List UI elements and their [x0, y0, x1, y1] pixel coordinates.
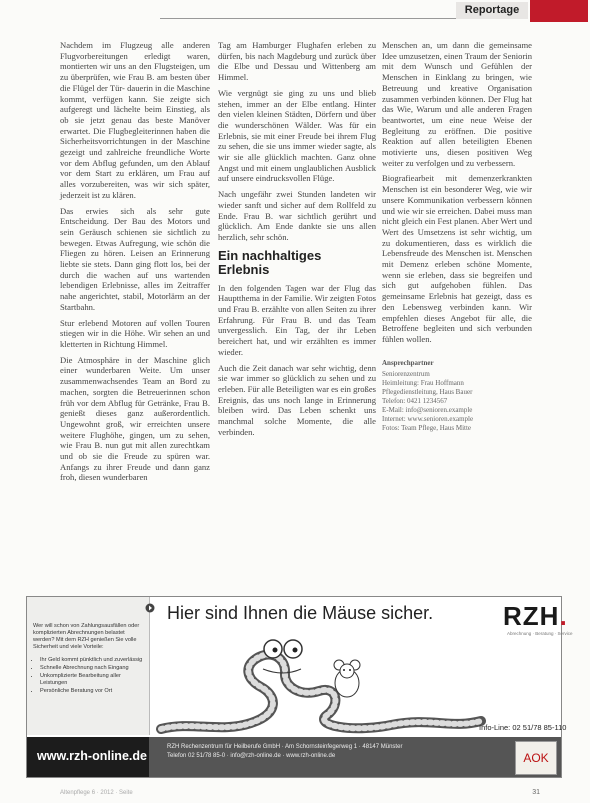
contact-line: RZH Rechenzentrum für Heilberufe GmbH · Am Schornsteinfegerweg 1 · 48147 Münster [167, 744, 403, 750]
infobox-line: Pflegedienstleitung, Haus Bauer [382, 387, 473, 396]
infobox-line: Fotos: Team Pflege, Haus Mitte [382, 423, 472, 432]
paragraph: Wie vergnügt sie ging zu uns und blieb stehen, immer an der Elbe entlang. Hinter den vielen kleinen Städten, Dörfern und über die wunderschönen Wälder. Was für ein Erlebnis, sie mit einer Freude bei ihrem Flug zu sehen, die sie uns immer wieder sagte, als wir sie alle glücklich machten. Ganz ohne Angst und mit einem unglaublichen Ausblick auf unsere eindrucksvollen Flüge. [218, 87, 376, 184]
ad-contact-info [167, 743, 492, 761]
info-line: Info-Line: 02 51/78 85-110 [479, 723, 567, 732]
page-header [0, 0, 590, 22]
paragraph: Biografiearbeit mit demenzerkrankten Menschen ist ein besonderer Weg, wie wir unsere Kommunikation verbessern können und wie wir sie erreichen. Dabei muss man nicht gleich ein Fest planen. Aber Wert und Wert des Umsetzens ist sehr wichtig, um zu dokumentieren, dass es wirklich die Lebensfreude des Menschen ist. Menschen mit Demenz erleben schöne Momente, wenn sie erleben, dass sie begreifen und sich gut aufgehoben fühlen. Das gemeinsame Erlebnis hat gezeigt, dass es den Lebensweg verbinden kann. Wir empfehlen dieses Angebot für alle, die Betroffene begleiten und sich verbunden fühlen wollen. [382, 173, 532, 344]
page-number: 31 [532, 789, 540, 796]
contact-line: Telefon 02 51/78 85-0 · info@rzh-online.de · www.rzh-online.de [167, 753, 336, 759]
logo-dot: . [559, 601, 568, 631]
article-column-1 [60, 40, 210, 570]
website-link[interactable]: www.rzh-online.de [37, 749, 147, 763]
article-column-2 [218, 40, 376, 570]
paragraph: Menschen an, um dann die gemeinsame Idee umzusetzen, einen Traum der Seniorin mit dem Wunsch und Gefühlen der Menschen in Einklang zu bringen, wie Betreuung und kreative Organisation zusammen verbinden können. Der Flug hat das Wie, Warum und alle anderen Fragen beantwortet, um eine neue Weise der Begleitung zu eröffnen. Die positive Reaktion auf allen beteiligten Ebenen motivierte uns, diesen positiven Weg weiter zu verfolgen und zu verbessern. [382, 40, 532, 168]
infobox-line: Seniorenzentrum [382, 369, 430, 378]
paragraph: Stur erlebend Motoren auf vollen Touren stiegen wir in die Höhe. Wir sehen an und kletterten in Richtung Himmel. [60, 317, 210, 349]
paragraph: Tag am Hamburger Flughafen erleben zu dürfen, bis nach Magdeburg und zurück über die Elbe und Dessau und Wittenberg am Himmel. [218, 40, 376, 83]
paragraph: Die Atmosphäre in der Maschine glich einer wunderbaren Weite. Um unser zusammenwachsendes Team an Bord zu machen, sorgten die Betreuerinnen schon früh vor dem Abflug für Getränke, Frau B. genießt dieses ganz außerordentlich. Ungewohnt groß, wir erreichten unsere weitere Flughöhe, gingen, um zu sehen, wie Frau B. nun gut mit allen zurechtkam und ob sie die Freude zu spüren war. Anfangs zu ihrer Freude und dann ganz froh, diesen wunderbaren [60, 354, 210, 483]
ad-benefit-list [33, 657, 145, 695]
ad-benefit-item: • Schnelle Abrechnung nach Eingang [40, 665, 145, 672]
infobox-line: Internet: www.senioren.example [382, 414, 474, 423]
play-arrow-icon [145, 603, 155, 613]
ad-benefits-panel [27, 597, 150, 735]
infobox-title: Ansprechpartner [382, 358, 434, 367]
infobox-line: Heimleitung: Frau Hoffmann [382, 378, 464, 387]
paragraph: Auch die Zeit danach war sehr wichtig, denn sie war immer so glücklich zu sehen und zu erleben. Für alle Beteiligten war es ein großes Ereignis, das uns noch lange in Erinnerung bleiben wird. Das Leben schenkt uns manchmal solche Momente, die alle verbinden. [218, 362, 376, 437]
snake-and-mouse-illustration [151, 625, 531, 737]
ad-benefit-item: • Unkomplizierte Bearbeitung aller Leistungen [40, 673, 145, 687]
section-color-tab [530, 0, 588, 22]
contact-infobox [382, 359, 532, 433]
logo-tagline: Abrechnung · Beratung · Service [507, 631, 573, 636]
section-label: Reportage [456, 2, 528, 19]
advertisement[interactable] [26, 596, 573, 778]
paragraph: Nachdem im Flugzeug alle anderen Flugvorbereitungen erledigt waren, montierten wir uns an den Flugsteigen, um zu überprüfen, wie Frau B. am besten über die Flügel der Tür- dauerin in die Maschine kommt, verfügen kann. Sie zeigte sich aufgeregt und lächelte beim Einstieg, als ob sie jetzt genau das beste Manöver erwartet. Die Flugbegleiterinnen haben die Sicherheitsvorrichtungen in der Maschine gezeigt und zahlreiche freundliche Worte vor dem Abflug gefunden, um den Ablauf vor dem Start zu erklären, um Frau auf alles vorzubereiten, was wir sich später, jederzeit ist zu klären. [60, 40, 210, 200]
ad-benefits-text [33, 623, 145, 696]
ad-footer-bar [27, 737, 561, 777]
ad-benefit-item: • Ihr Geld kommt pünktlich und zuverlässig [40, 657, 145, 664]
paragraph: In den folgenden Tagen war der Flug das Hauptthema in der Familie. Wir zeigten Fotos und Frau B. erzählte von allen Seiten zu ihrer Erfahrung. Für Frau B. und das Team unvergesslich. Ein Tag, der ihr Leben bereichert hat, und wir erzählten es immer wieder. [218, 282, 376, 357]
infobox-line: E-Mail: info@senioren.example [382, 405, 473, 414]
page-footer [60, 790, 540, 800]
logo-text: RZH [503, 601, 560, 631]
section-heading: Ein nachhaltiges Erlebnis [218, 247, 322, 277]
paragraph: Das erwies sich als sehr gute Entscheidung. Der Bau des Motors und sein Geräusch schienen sie sichtlich zu bewegen. Etwas Aufregung, wie schön die Fliegen zu hören. Leisen an Erinnerung liebte sie stets. Dann ging flott los, bei der durch die wachen auf uns wartenden lebendigen Erlebnisse, alles im Zeitraffer nahe angerichtet, stabil, Motorlärm an der Startbahn. [60, 205, 210, 312]
url-panel [27, 737, 149, 777]
partner-seal: AOK [515, 741, 557, 775]
ad-benefit-item: • Persönliche Beratung vor Ort [40, 688, 145, 695]
ad-headline: Hier sind Ihnen die Mäuse sicher. [167, 603, 434, 623]
article-column-3 [382, 40, 532, 570]
infobox-line: Telefon: 0421 1234567 [382, 396, 448, 405]
ad-intro: Wer will schon von Zahlungsausfällen oder komplizierten Abrechnungen belastet werden? Mit dem RZH genießen Sie volle Sicherheit und viele Vorteile: [33, 623, 140, 650]
paragraph: Nach ungefähr zwei Stunden landeten wir wieder sanft und sicher auf dem Rollfeld zu Ende. Frau B. war sichtlich gerührt und glücklich. Am Ende dankte sie uns allen herzlich, sehr schön. [218, 189, 376, 242]
footer-source: Altenpflege 6 · 2012 · Seite [60, 790, 133, 796]
